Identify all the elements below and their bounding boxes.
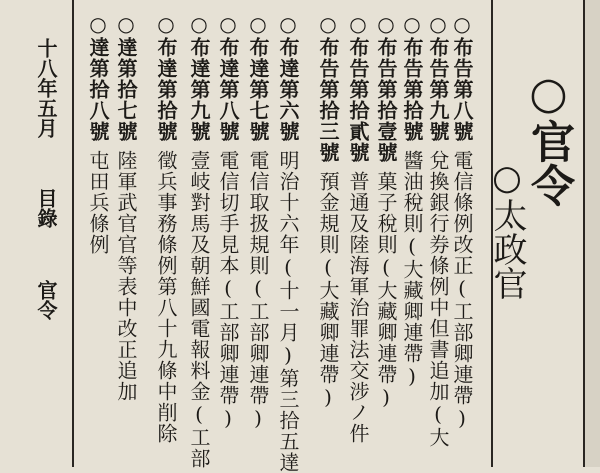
entry: ○布達第八號電信切手見本(工部卿連帶) (216, 12, 240, 431)
entry: ○布告第九號兌換銀行券條例中但書追加(大 (426, 12, 450, 448)
entry: ○布達第六號明治十六年(十一月)第三拾五達 (276, 12, 300, 473)
entry: ○達第拾八號屯田兵條例 (86, 12, 110, 255)
section-title: ○官令 (523, 68, 574, 207)
entry: ○布達第拾號徵兵事務條例第八十九條中削除 (154, 12, 178, 444)
ministry-heading: ○太政官 (487, 158, 527, 300)
sidebar-index-label: 目錄 (34, 188, 58, 228)
entry: ○布達第九號壹岐對馬及朝鮮國電報料金(工部 (187, 12, 211, 469)
entry: ○布告第拾壹號菓子稅則(大藏卿連帶) (374, 12, 398, 410)
entry: ○布告第拾貳號普通及陸海軍治罪法交涉ノ件 (346, 12, 370, 444)
entry: ○布告第八號電信條例改正(工部卿連帶) (450, 12, 474, 431)
left-column-rule (72, 0, 74, 467)
entry: ○布達第七號電信取扱規則(工部卿連帶) (246, 12, 270, 431)
right-margin-rule (583, 0, 585, 467)
sidebar-category: 官令 (34, 280, 58, 320)
entry: ○布告第拾三號預金規則(大藏卿連帶) (316, 12, 340, 410)
entry: ○達第拾七號陸軍武官官等表中改正追加 (114, 12, 138, 402)
sidebar-date: 十八年五月 (34, 38, 58, 138)
adjacent-page-edge (584, 0, 600, 467)
entry: ○布告第拾號醬油稅則(大藏卿連帶) (400, 12, 424, 389)
